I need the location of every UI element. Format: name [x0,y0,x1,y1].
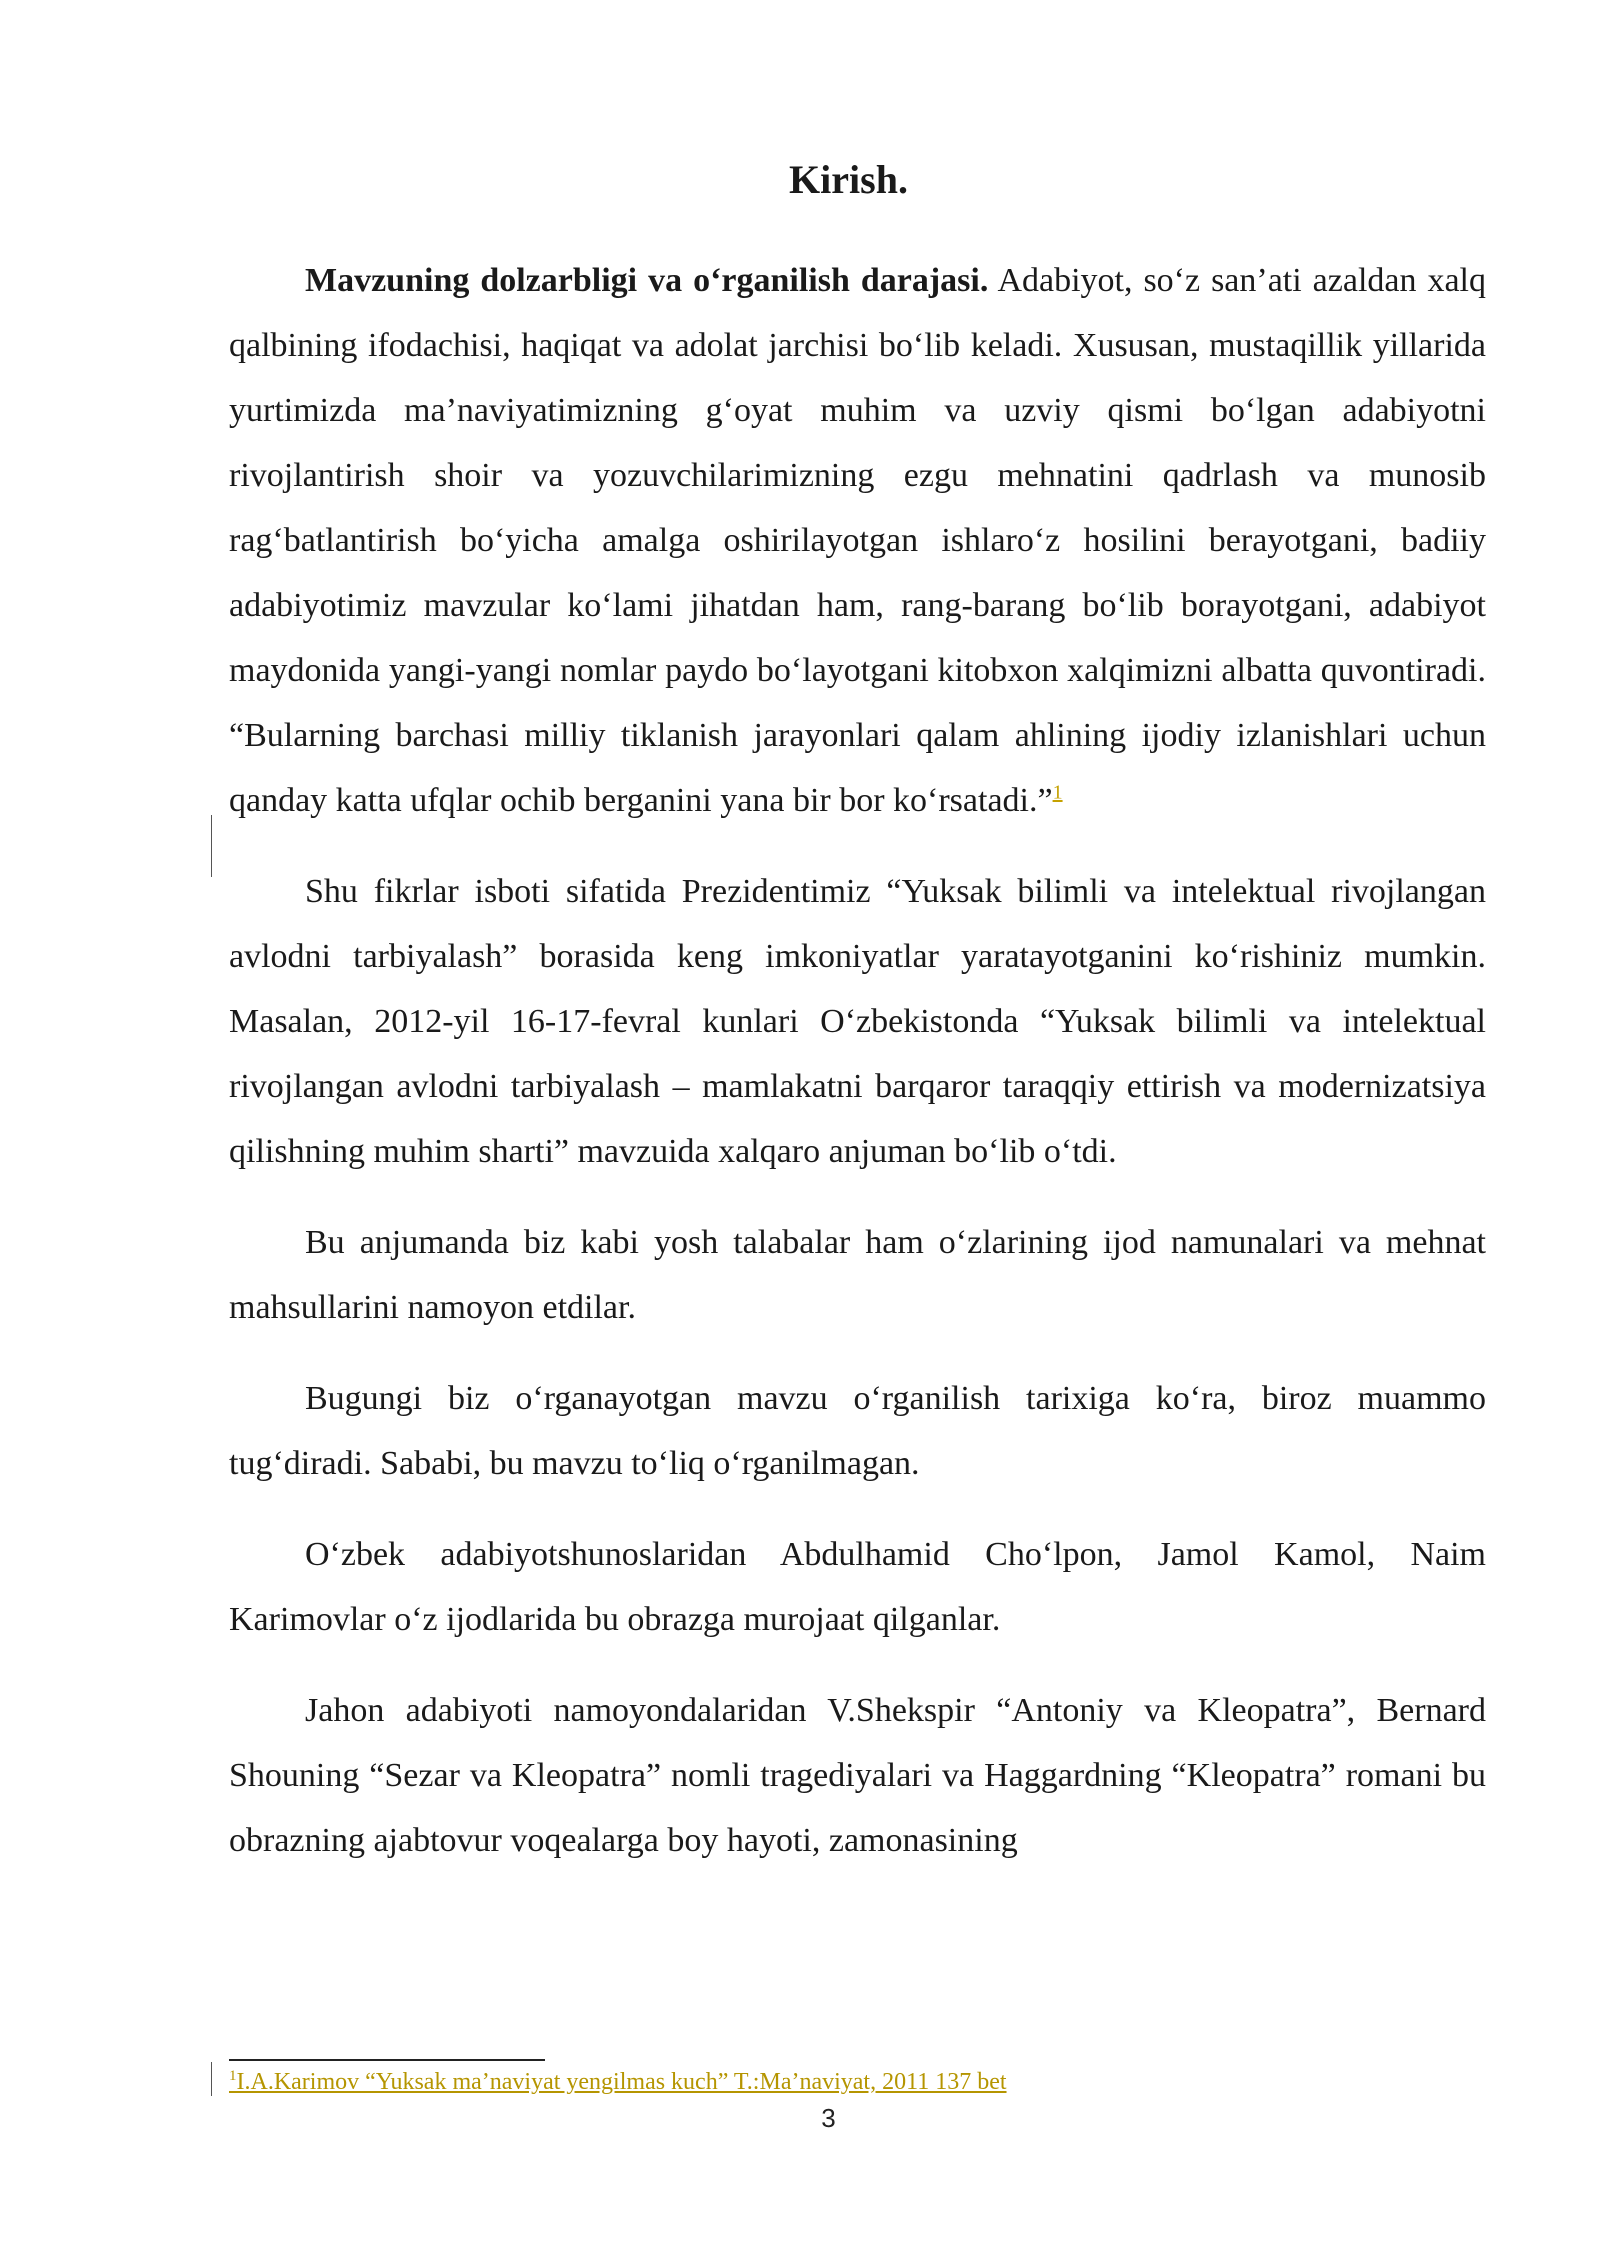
paragraph-3: Bu anjumanda biz kabi yosh talabalar ham o‘zlarining ijod namunalari va mehnat mahsullarini namoyon etdilar. [229,1224,1486,1326]
change-bar [211,815,212,877]
paragraph-6: Jahon adabiyoti namoyondalaridan V.Shekspir “Antoniy va Kleopatra”, Bernard Shouning “Sezar va Kleopatra” nomli tragediyalari va Haggardning “Kleopatra” romani bu obrazning ajabtovur voqealarga boy hayoti, zamonasining [229,1692,1486,1859]
paragraph-5: O‘zbek adabiyotshunoslaridan Abdulhamid Cho‘lpon, Jamol Kamol, Naim Karimovlar o‘z ijodlarida bu obrazga murojaat qilganlar. [229,1536,1486,1638]
paragraph-4: Bugungi biz o‘rganayotgan mavzu o‘rganilish tarixiga ko‘ra, biroz muammo tug‘diradi. Sababi, bu mavzu to‘liq o‘rganilmagan. [229,1380,1486,1482]
footnote-separator [229,2059,545,2061]
paragraph-lead: Mavzuning dolzarbligi va o‘rganilish darajasi. [305,262,989,299]
paragraph-2: Shu fikrlar isboti sifatida Prezidentimiz “Yuksak bilimli va intelektual rivojlangan avlodni tarbiyalash” borasida keng imkoniyatlar yaratayotganini ko‘rishiniz mumkin. Masalan, 2012-yil 16-17-fevral kunlari O‘zbekistonda “Yuksak bilimli va intelektual rivojlangan avlodni tarbiyalash – mamlakatni barqaror taraqqiy ettirish va modernizatsiya qilishning muhim sharti” mavzuida xalqaro anjuman bo‘lib o‘tdi. [229,873,1486,1170]
footnote-reference-link[interactable]: 1 [1052,781,1063,804]
footnote-number: 1 [229,2068,237,2084]
footnote-link[interactable] [229,2066,1007,2098]
footnote-text: I.A.Karimov “Yuksak ma’naviyat yengilmas kuch” T.:Ma’naviyat, 2011 137 bet [236,2069,1007,2095]
body-text [229,248,1486,1873]
page-number: 3 [821,2103,836,2133]
section-heading: Kirish. [789,157,908,202]
change-bar [211,2062,212,2096]
paragraph-text: Adabiyot, so‘z san’ati azaldan xalq qalbining ifodachisi, haqiqat va adolat jarchisi bo‘lib keladi. Xususan, mustaqillik yillarida yurtimizda ma’naviyatimizning g‘oyat muhim va uzviy qismi bo‘lgan adabiyotni rivojlantirish shoir va yozuvchilarimizning ezgu mehnatini qadrlash va munosib rag‘batlantirish bo‘yicha amalga oshirilayotgan ishlaro‘z hosilini berayotgani, badiiy adabiyotimiz mavzular ko‘lami jihatdan ham, rang-barang bo‘lib borayotgani, adabiyot maydonida yangi-yangi nomlar paydo bo‘layotgani kitobxon xalqimizni albatta quvontiradi. “Bularning barchasi milliy tiklanish jarayonlari qalam ahlining ijodiy izlanishlari uchun qanday katta ufqlar ochib berganini yana bir bor ko‘rsatadi.” [229,262,1486,819]
paragraph-1 [229,248,1486,833]
